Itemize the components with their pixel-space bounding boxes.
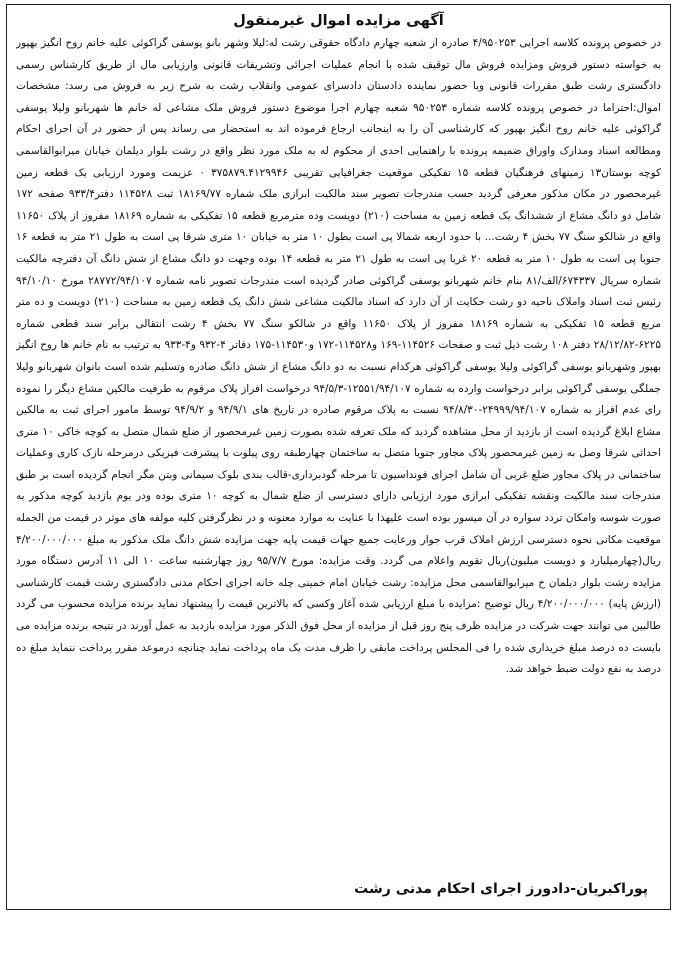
notice-body: در خصوص پرونده کلاسه اجرایی ۴/۹۵۰۲۵۳ صادره از شعبه چهارم دادگاه حقوقی رشت له:لیلا وشهر بانو یوسفی گراکوئی علیه خانم روح انگیز بهپور به خواسته دستور فروش ومزایده فروش مال توقیف شده با انجام عملیات اجرائی وتشریفات قانونی وارزیابی مال از طریق کارشناس رسمی دادگستری رشت طبق مقررات قانونی وبا حضور نماینده دادستان دادسرای عمومی وانقلاب رشت به شرح زیر به فروش می رسد: مشخصات اموال:احتراما در خصوص پرونده کلاسه شماره ۹۵۰۲۵۳ شعبه چهارم اجرا موضوع دستور فروش ملک مشاعی له خانم ها شهربانو ولیلا یوسفی گراکوئی علیه خانم روح انگیز بهپور که کارشناسی آن را به اینجانب ارجاع فرموده اند به استحضار می رساند پس از حضور در آن اجرای احکام ومطالعه اسناد ومدارک واوراق ضمیمه پرونده با راهنمایی احدی از محکوم له به ملک مورد نظر واقع در رشت بلوار دیلمان خیابان میرابوالقاسمی کوچه بوستان۱۳ زمینهای فرهنگیان قطعه ۱۵ تفکیکی موقعیت جغرافیایی تقریبی ۳۷۵۸۷۹.۴۱۲۹۹۴۶ ۰ عزیمت ومورد ارزیابی یک قطعه زمین غیرمحصور در مکان مذکور معرفی گردید حسب مندرجات تصویر سند مالکیت ابرازی ملک شماره ۱۸۱۶۹/۷۷ ثبت ۱۱۴۵۲۸ دفتر۹۳۳/۴ صفحه ۱۷۲ شامل دو دانگ مشاع از ششدانگ یک قطعه زمین به مساحت (۲۱۰) دویست وده مترمربع قطعه ۱۵ تفکیکی به شماره ۱۸۱۶۹ مفروز از پلاک ۱۱۶۵۰ واقع در شالکو سنگ ۷۷ بخش ۴ رشت... با حدود اربعه شمالا پی است بطول ۱۰ متر به خیابان ۱۰ متری شرقا پی است به طول ۲۱ متر به قطعه ۱۶ جنوبا پی است به طول ۱۰ متر به قطعه ۲۰ غربا پی است به طول ۲۱ متر به قطعه ۱۴ بوده وجهت دو دانگ مشاع از شش دانگ آن دفترچه مالکیت شماره سریال ۶۷۴۳۳۷/الف/۸۱ بنام خانم شهربانو یوسفی گراکوئی صادر گردیده است مندرجات تصویر نامه شماره ۲۸۷۷۲/۹۴/۱۰۷ مورخ ۹۴/۱۰/۱۰ رئیس ثبت اسناد واملاک ناحیه دو رشت حکایت از آن دارد که اسناد مالکیت مشاعی شش دانگ یک قطعه زمین به مساحت (۲۱۰) دویست و ده متر مربع قطعه ۱۵ تفکیکی به شماره ۱۸۱۶۹ مفروز از پلاک ۱۱۶۵۰ واقع در شالکو سنگ ۷۷ بخش ۴ رشت انتقالی برابر سند قطعی شماره ۶۲۲۵-۲۸/۱۲/۸۲ دفتر ۱۰۸ رشت ذیل ثبت و صفحات ۱۱۴۵۲۶-۱۶۹ و۱۱۴۵۲۸-۱۷۲ و۱۱۴۵۳۰-۱۷۵ دفاتر ۴-۹۳۲ و۴-۹۳۳ به ترتیب به نام خانم ها روح انگیز بهپور وشهربانو یوسفی گراکوئی ولیلا یوسفی گراکوئی هرکدام نسبت به دو دانگ مشاع از شش دانگ صادره وتسلیم شده است بانوان شهربانو ولیلا جملگی یوسفی گراکوئی برابر درخواست وارده به شماره ۱۲۵۵۱/۹۴/۱۰۷-۹۴/۵/۳ درخواست افراز پلاک مرقوم به طرفیت مالکین مشاع دیگر را نموده رای عدم افراز به شماره ۲۴۹۹۹/۹۴/۱۰۷-۹۴/۸/۳۰ نسبت به پلاک مرقوم صادره در تاریخ های ۹۴/۹/۱ و ۹۴/۹/۲ توسط مامور اجرای ثبت به مالکین مشاع ابلاغ گردیده است از بازدید از محل مشاهده گردید که ملک تعرفه شده بصورت زمین غیرمحصور از ضلع شمال متصل به کوچه خاکی ۱۰ متری احداثی شرقا وصل به زمین غیرمحصور پلاک مجاور جنوبا متصل به ساختمان چهارطبقه روی پیلوت با پیشرفت فیزیکی درمرحله نازک کاری وعملیات ساختمانی در پلاک مجاور ضلع غربی آن شامل اجرای فونداسیون تا مرحله گودبرداری-قالب بندی بلوک سیمانی وبتن مگر انجام گردیده است بر طبق مندرجات سند مالکیت ونقشه تفکیکی ابرازی مورد ارزیابی دارای دسترسی از ضلع شمال به کوچه ۱۰ متری بوده ودر یوم بازدید کوچه مذکور به صورت شوسه وامکان تردد سواره در آن میسور بوده است علیهذا با عنایت به موارد معنونه و در نظرگرفتن کلیه مولفه های موثر در قیمت من الجمله موقعیت مکانی نحوه دسترسی ارزش املاک قرب جوار ورعایت جمیع جهات قیمت پایه جهت مزایده شش دانگ ملک مذکور به مبلغ ۴/۲۰۰/۰۰۰/۰۰۰ ریال(چهارمیلیارد و دویست میلیون)ریال تقویم واعلام می گردد. وقت مزایده: مورخ ۹۵/۷/۷ روز چهارشنبه ساعت ۱۰ الی ۱۱ آدرس دستگاه مورد مزایده رشت بلوار دیلمان خ میرابوالقاسمی محل مزایده: رشت خیابان امام خمینی چله خانه اجرای احکام مدنی دادگستری رشت قیمت کارشناسی (ارزش پایه) ۴/۲۰۰/۰۰۰/۰۰۰ ریال توضیح :مزایده با مبلغ ارزیابی شده آغاز وکسی که بالاترین قیمت را پیشنهاد نماید برنده مزایده محسوب می گردد طالبین می توانند جهت شرکت در مزایده ظرف پنج روز قبل از مزایده از محل فوق الذکر مورد مزایده بازدید به عمل آورند در نتیجه برنده مزایده می بایست ده درصد مبلغ خریداری شده را فی المجلس پرداخت مابقی را ظرف مدت یک ماه پرداخت نماید چنانچه درموعد مقرر پرداخت ننماید مبلغ ده درصد به نفع دولت ضبط خواهد شد. (16, 37, 661, 676)
auction-notice (6, 4, 671, 910)
notice-signature: پوراکبریان-دادورز اجرای احکام مدنی رشت (354, 881, 648, 897)
notice-title: آگهی مزایده اموال غیرمنقول (233, 13, 444, 29)
